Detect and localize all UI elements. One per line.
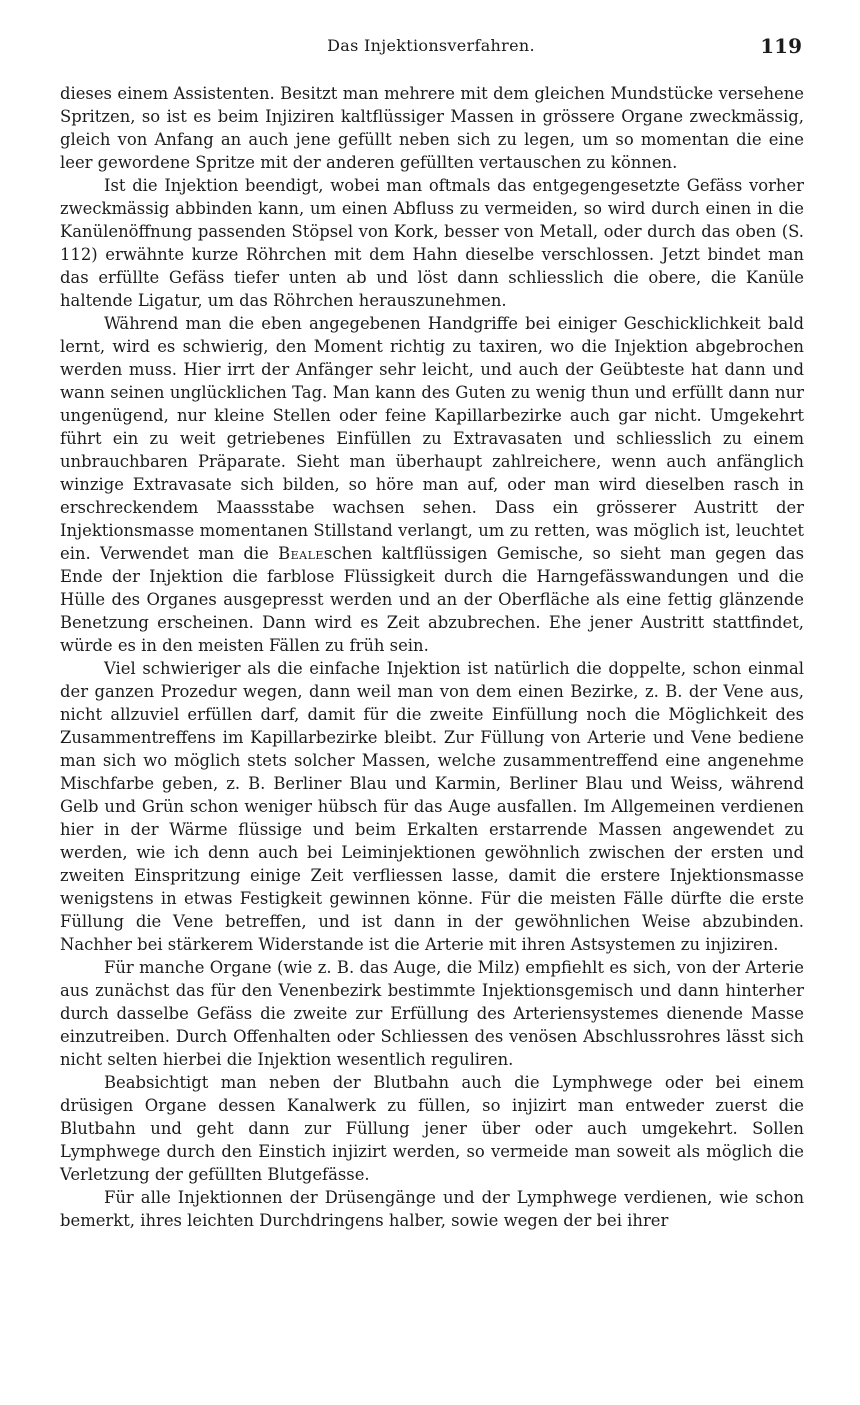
paragraph xyxy=(60,312,804,657)
paragraph-text: schen kaltflüssigen Gemische, so sieht man gegen das Ende der Injektion die farblose Flüssigkeit durch die Harngefässwandungen und die Hülle des Organes ausgepresst werden und an der Oberfläche als eine fettig glänzende Benetzung erscheinen. Dann wird es Zeit abzubrechen. Ehe jener Austritt stattfindet, würde es in den meisten Fällen zu früh sein. xyxy=(60,544,804,655)
paragraph: Ist die Injektion beendigt, wobei man oftmals das entgegengesetzte Gefäss vorher zweckmässig abbinden kann, um einen Abfluss zu vermeiden, so wird durch einen in die Kanülenöffnung passenden Stöpsel von Kork, besser von Metall, oder durch das oben (S. 112) erwähnte kurze Röhrchen mit dem Hahn dieselbe verschlossen. Jetzt bindet man das erfüllte Gefäss tiefer unten ab und löst dann schliesslich die obere, die Kanüle haltende Ligatur, um das Röhrchen herauszunehmen. xyxy=(60,176,804,310)
paragraph-text: Während man die eben angegebenen Handgriffe bei einiger Geschicklichkeit bald lernt, wird es schwierig, den Moment richtig zu taxiren, wo die Injektion abgebrochen werden muss. Hier irrt der Anfänger sehr leicht, und auch der Geübteste hat dann und wann seinen unglücklichen Tag. Man kann des Guten zu wenig thun und erfüllt dann nur ungenügend, nur kleine Stellen oder feine Kapillarbezirke auch gar nicht. Umgekehrt führt ein zu weit getriebenes Einfüllen zu Extravasaten und schliesslich zu einem unbrauchbaren Präparate. Sieht man überhaupt zahlreichere, wenn auch anfänglich winzige Extravasate sich bilden, so höre man auf, oder man wird dieselben rasch in erschreckendem Maassstabe wachsen sehen. Dass ein grösserer Austritt der Injektionsmasse momentanen Stillstand verlangt, um zu retten, was möglich ist, leuchtet ein. Verwendet man die xyxy=(60,314,804,563)
running-head xyxy=(60,36,802,60)
paragraph: Für alle Injektionnen der Drüsengänge und der Lymphwege verdienen, wie schon bemerkt, ihres leichten Durchdringens halber, sowie wegen der bei ihrer xyxy=(60,1188,804,1230)
paragraph: Viel schwieriger als die einfache Injektion ist natürlich die doppelte, schon einmal der ganzen Prozedur wegen, dann weil man von dem einen Bezirke, z. B. der Vene aus, nicht allzuviel erfüllen darf, damit für die zweite Einfüllung noch die Möglichkeit des Zusammentreffens im Kapillarbezirke bleibt. Zur Füllung von Arterie und Vene bediene man sich wo möglich stets solcher Massen, welche zusammentreffend eine angenehme Mischfarbe geben, z. B. Berliner Blau und Karmin, Berliner Blau und Weiss, während Gelb und Grün schon weniger hübsch für das Auge ausfallen. Im Allgemeinen verdienen hier in der Wärme flüssige und beim Erkalten erstarrende Massen angewendet zu werden, wie ich denn auch bei Leiminjektionen gewöhnlich zwischen der ersten und zweiten Einspritzung einige Zeit verfliessen lasse, damit die erstere Injektionsmasse wenigstens in etwas Festigkeit gewinnen könne. Für die meisten Fälle dürfte die erste Füllung die Vene betreffen, und ist dann in der gewöhnlichen Weise abzubinden. Nachher bei stärkerem Widerstande ist die Arterie mit ihren Astsystemen zu injiziren. xyxy=(60,659,804,954)
paragraph: Beabsichtigt man neben der Blutbahn auch die Lymphwege oder bei einem drüsigen Organe dessen Kanalwerk zu füllen, so injizirt man entweder zuerst die Blutbahn und geht dann zur Füllung jener über oder auch umgekehrt. Sollen Lymphwege durch den Einstich injizirt werden, so vermeide man soweit als möglich die Verletzung der gefüllten Blutgefässe. xyxy=(60,1073,804,1184)
page-number: 119 xyxy=(760,34,802,58)
body-text xyxy=(60,82,804,1232)
page-header-title: Das Injektionsverfahren. xyxy=(327,36,535,55)
author-name-beale: Beale xyxy=(278,544,324,563)
paragraph: Für manche Organe (wie z. B. das Auge, die Milz) empfiehlt es sich, von der Arterie aus zunächst das für den Venenbezirk bestimmte Injektionsgemisch und dann hinterher durch dasselbe Gefäss die zweite zur Erfüllung des Arteriensystemes dienende Masse einzutreiben. Durch Offenhalten oder Schliessen des venösen Abschlussrohres lässt sich nicht selten hierbei die Injektion wesentlich reguliren. xyxy=(60,958,804,1069)
paragraph: dieses einem Assistenten. Besitzt man mehrere mit dem gleichen Mundstücke versehene Spritzen, so ist es beim Injiziren kaltflüssiger Massen in grössere Organe zweckmässig, gleich von Anfang an auch jene gefüllt neben sich zu legen, um so momentan die eine leer gewordene Spritze mit der anderen gefüllten vertauschen zu können. xyxy=(60,84,804,172)
